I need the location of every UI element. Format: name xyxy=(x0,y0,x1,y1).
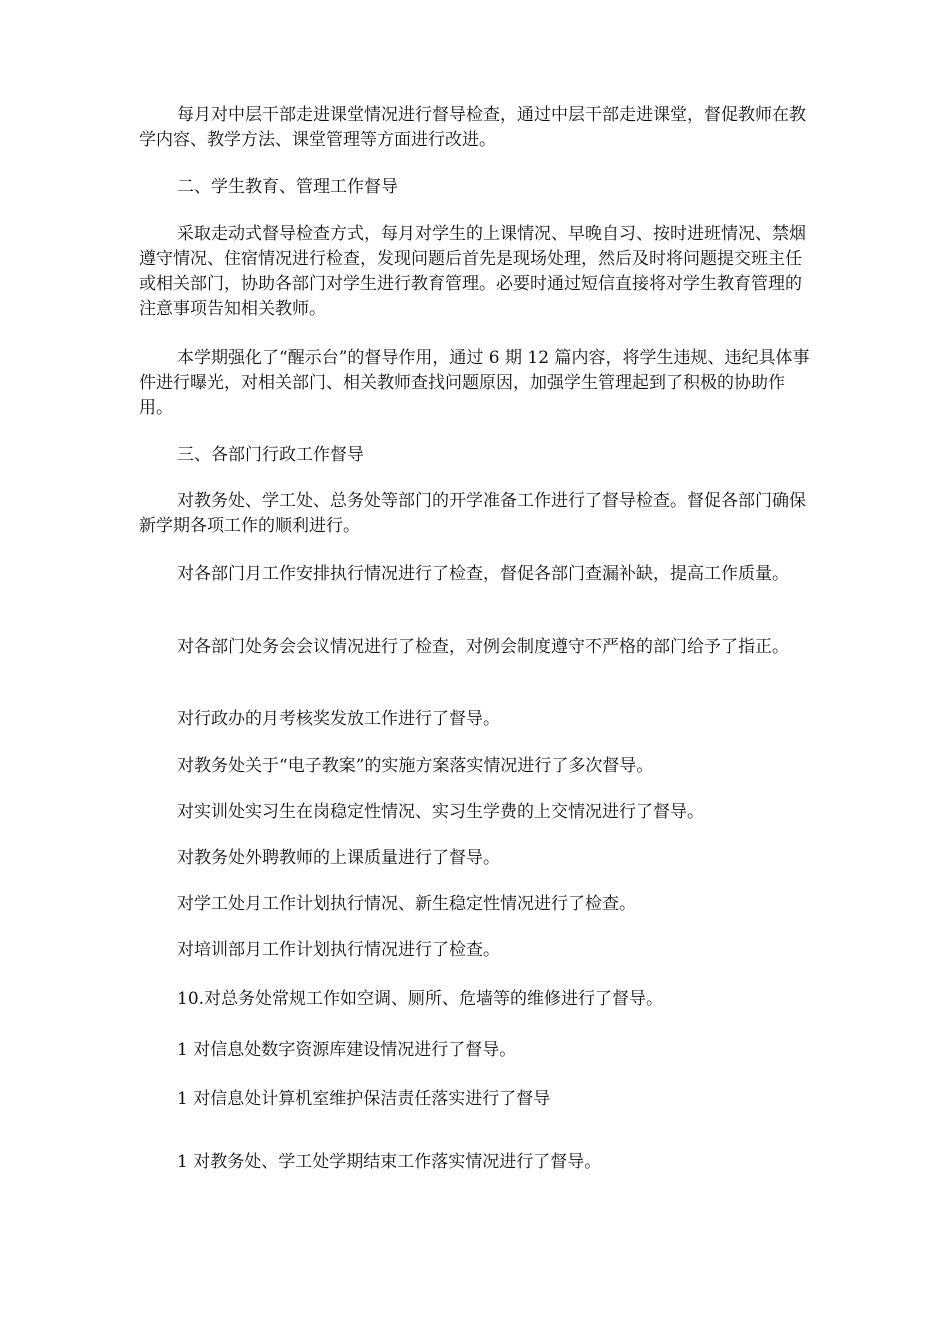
paragraph-student-affairs: 对学工处月工作计划执行情况、新生稳定性情况进行了检查。 xyxy=(177,894,636,914)
section-heading-department-admin: 三、各部门行政工作督导 xyxy=(177,445,364,465)
paragraph-semester-end: 1 对教务处、学工处学期结束工作落实情况进行了督导。 xyxy=(177,1152,602,1172)
paragraph-computer-room: 1 对信息处计算机室维护保洁责任落实进行了督导 xyxy=(177,1089,551,1109)
paragraph-meeting-check: 对各部门处务会会议情况进行了检查，对例会制度遵守不严格的部门给予了指正。 xyxy=(177,637,789,657)
paragraph-monthly-plan-check: 对各部门月工作安排执行情况进行了检查，督促各部门查漏补缺，提高工作质量。 xyxy=(177,564,789,584)
paragraph-external-teachers: 对教务处外聘教师的上课质量进行了督导。 xyxy=(177,848,500,868)
paragraph-semester-prep: 对教务处、学工处、总务处等部门的开学准备工作进行了督导检查。督促各部门确保新学期各项工作的顺利进行。 xyxy=(139,491,806,536)
paragraph-electronic-lesson: 对教务处关于“电子教案”的实施方案落实情况进行了多次督导。 xyxy=(177,756,654,776)
paragraph-classroom-supervision: 每月对中层干部走进课堂情况进行督导检查，通过中层干部走进课堂，督促教师在教学内容、教学方法、课堂管理等方面进行改进。 xyxy=(139,105,806,150)
paragraph-digital-resources: 1 对信息处数字资源库建设情况进行了督导。 xyxy=(177,1040,517,1060)
section-heading-student-management: 二、学生教育、管理工作督导 xyxy=(177,177,398,197)
paragraph-training-dept: 对培训部月工作计划执行情况进行了检查。 xyxy=(177,940,500,960)
paragraph-warning-board: 本学期强化了“醒示台”的督导作用，通过 6 期 12 篇内容，将学生违规、违纪具体事件进行曝光，对相关部门、相关教师查找问题原因，加强学生管理起到了积极的协助作用。 xyxy=(139,348,810,418)
paragraph-general-affairs: 10.对总务处常规工作如空调、厕所、危墙等的维修进行了督导。 xyxy=(177,989,664,1009)
paragraph-student-inspection: 采取走动式督导检查方式，每月对学生的上课情况、早晚自习、按时进班情况、禁烟遵守情况、住宿情况进行检查，发现问题后首先是现场处理，然后及时将问题提交班主任或相关部门，协助各部门对学生进行教育管理。必要时通过短信直接将对学生教育管理的注意事项告知相关教师。 xyxy=(139,224,806,319)
paragraph-intern-stability: 对实训处实习生在岗稳定性情况、实习生学费的上交情况进行了督导。 xyxy=(177,802,704,822)
paragraph-admin-office: 对行政办的月考核奖发放工作进行了督导。 xyxy=(177,709,500,729)
